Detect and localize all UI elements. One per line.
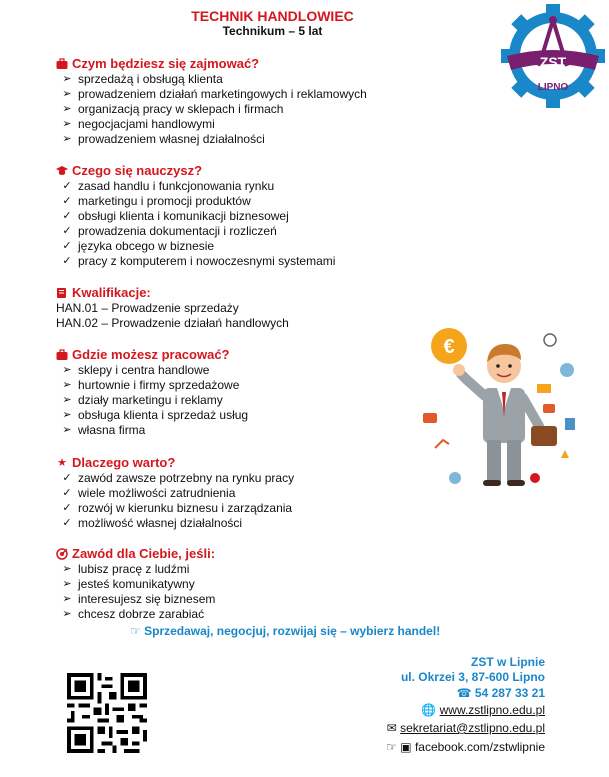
arrow-bullet-icon: ➢ [62, 608, 72, 620]
section-why-heading [56, 455, 175, 470]
section-why-title: Dlaczego warto? [72, 455, 176, 470]
briefcase-icon [56, 349, 68, 361]
businessman-illustration [415, 318, 585, 498]
check-icon: ✓ [62, 195, 72, 207]
arrow-bullet-icon: ➢ [62, 424, 72, 436]
arrow-bullet-icon: ➢ [62, 88, 72, 100]
list-item: ➢ sklepy i centra handlowe [56, 363, 248, 378]
arrow-bullet-icon: ➢ [62, 118, 72, 130]
contact-email[interactable]: ✉ sekretariat@zstlipno.edu.pl [386, 721, 545, 735]
list-item: ➢ hurtownie i firmy sprzedażowe [56, 378, 248, 393]
logo-banner [507, 50, 599, 70]
section-foryou-heading [56, 546, 215, 561]
arrow-bullet-icon: ➢ [62, 103, 72, 115]
pointing-hand-icon: ☞ [130, 624, 141, 638]
slogan: ☞ Sprzedawaj, negocjuj, rozwijaj się – wybierz handel! [130, 624, 441, 638]
list-item: ➢ interesujesz się biznesem [56, 592, 215, 607]
contact-phone: ☎ 54 287 33 21 [456, 686, 545, 700]
contact-school: ZST w Lipnie [471, 655, 545, 669]
section-qualifications-heading [56, 285, 151, 300]
check-icon: ✓ [62, 255, 72, 267]
list-item: ✓ zawód zawsze potrzebny na rynku pracy [56, 471, 294, 486]
arrow-bullet-icon: ➢ [62, 593, 72, 605]
list-item: ➢ prowadzeniem działań marketingowych i reklamowych [56, 87, 367, 102]
qualification-han02: HAN.02 – Prowadzenie działań handlowych [56, 316, 289, 330]
check-icon: ✓ [62, 240, 72, 252]
section-qualifications-title: Kwalifikacje: [72, 285, 151, 300]
list-item: ➢ organizacją pracy w sklepach i firmach [56, 102, 367, 117]
list-item: ➢ własna firma [56, 423, 248, 438]
section-jobs-list [56, 363, 248, 438]
arrow-bullet-icon: ➢ [62, 578, 72, 590]
graduation-cap-icon [56, 165, 68, 177]
logo-letters: ZST [539, 54, 567, 70]
arrow-bullet-icon: ➢ [62, 379, 72, 391]
check-icon: ✓ [62, 517, 72, 529]
facebook-icon: ▣ [400, 740, 412, 754]
list-item: ✓ języka obcego w biznesie [56, 239, 335, 254]
section-jobs-heading [56, 347, 230, 362]
section-foryou-title: Zawód dla Ciebie, jeśli: [72, 546, 216, 561]
section-work-heading [56, 56, 259, 71]
list-item: ➢ lubisz pracę z ludźmi [56, 562, 215, 577]
arrow-bullet-icon: ➢ [62, 394, 72, 406]
school-logo [499, 4, 607, 108]
list-item: ➢ prowadzeniem własnej działalności [56, 132, 367, 147]
list-item: ✓ rozwój w kierunku biznesu i zarządzania [56, 501, 294, 516]
section-learn-title: Czego się nauczysz? [72, 163, 203, 178]
arrow-bullet-icon: ➢ [62, 73, 72, 85]
briefcase-icon [56, 58, 68, 70]
list-item: ➢ chcesz dobrze zarabiać [56, 607, 215, 622]
contact-website[interactable]: 🌐 www.zstlipno.edu.pl [421, 703, 545, 717]
list-item: ➢ sprzedażą i obsługą klienta [56, 72, 367, 87]
list-item: ✓ zasad handlu i funkcjonowania rynku [56, 179, 335, 194]
list-item: ✓ możliwość własnej działalności [56, 516, 294, 531]
arrow-bullet-icon: ➢ [62, 133, 72, 145]
list-item: ✓ pracy z komputerem i nowoczesnymi systemami [56, 254, 335, 269]
list-item: ✓ prowadzenia dokumentacji i rozliczeń [56, 224, 335, 239]
scroll-icon [56, 287, 68, 299]
section-work-list [56, 72, 367, 147]
section-jobs-title: Gdzie możesz pracować? [72, 347, 230, 362]
pointing-hand-icon: ☞ [386, 740, 397, 754]
check-icon: ✓ [62, 225, 72, 237]
section-work-title: Czym będziesz się zajmować? [72, 56, 260, 71]
arrow-bullet-icon: ➢ [62, 364, 72, 376]
svg-text:€: € [443, 336, 455, 358]
check-icon: ✓ [62, 180, 72, 192]
arrow-bullet-icon: ➢ [62, 409, 72, 421]
list-item: ➢ działy marketingu i reklamy [56, 393, 248, 408]
check-icon: ✓ [62, 502, 72, 514]
qr-code[interactable] [67, 673, 147, 753]
check-icon: ✓ [62, 210, 72, 222]
target-icon [56, 548, 68, 560]
qualification-han01: HAN.01 – Prowadzenie sprzedaży [56, 301, 239, 315]
list-item: ✓ obsługi klienta i komunikacji biznesowej [56, 209, 335, 224]
logo-text: LIPNO [537, 82, 569, 93]
page-title: TECHNIK HANDLOWIEC [191, 8, 354, 24]
check-icon: ✓ [62, 487, 72, 499]
globe-icon: 🌐 [421, 703, 437, 717]
list-item: ➢ negocjacjami handlowymi [56, 117, 367, 132]
page-subtitle: Technikum – 5 lat [222, 24, 323, 38]
section-learn-heading [56, 163, 202, 178]
section-learn-list [56, 179, 335, 269]
contact-facebook[interactable]: ☞ ▣ facebook.com/zstwlipnie [386, 740, 545, 754]
list-item: ➢ jesteś komunikatywny [56, 577, 215, 592]
section-why-list [56, 471, 294, 531]
arrow-bullet-icon: ➢ [62, 563, 72, 575]
star-icon: ★ [57, 456, 67, 469]
list-item: ➢ obsługa klienta i sprzedaż usług [56, 408, 248, 423]
list-item: ✓ marketingu i promocji produktów [56, 194, 335, 209]
check-icon: ✓ [62, 472, 72, 484]
email-icon: ✉ [386, 721, 397, 735]
section-foryou-list [56, 562, 215, 622]
contact-address: ul. Okrzei 3, 87-600 Lipno [400, 670, 545, 684]
list-item: ✓ wiele możliwości zatrudnienia [56, 486, 294, 501]
phone-icon: ☎ [456, 686, 472, 700]
